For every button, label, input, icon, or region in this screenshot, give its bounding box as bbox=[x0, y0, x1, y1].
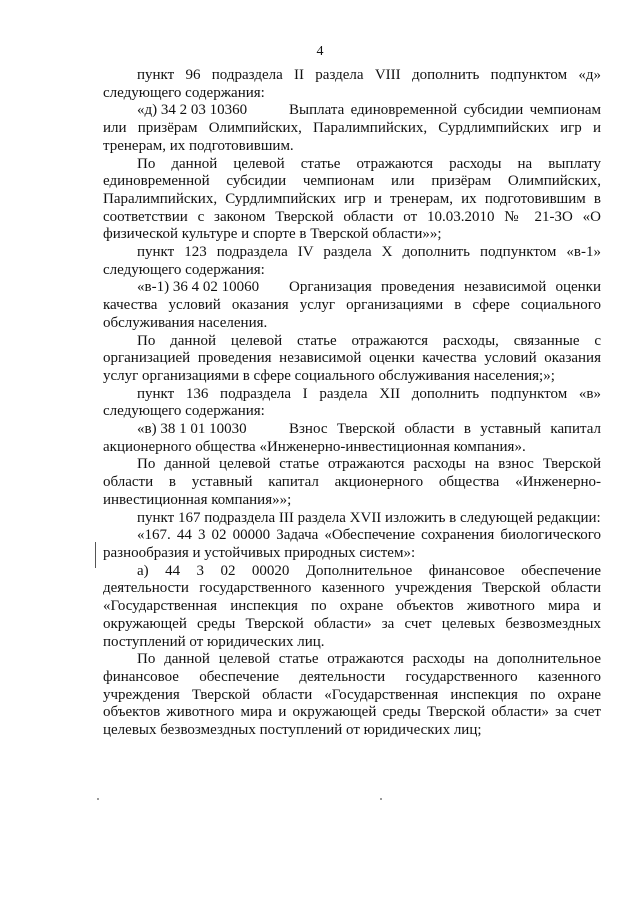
paragraph: По данной целевой статье отражаются расходы на дополнительное финансовое обеспечение деятельности государственного казенного учреждения Тверской области «Государственная инспекция по охране объектов животного мира и окружающей среды Тверской области» за счет целевых безвозмездных поступлений от юридических лиц; bbox=[103, 651, 601, 739]
paragraph: пункт 96 подраздела II раздела VIII дополнить подпунктом «д» следующего содержания: bbox=[103, 67, 601, 101]
paragraph: пункт 123 подраздела IV раздела X дополнить подпунктом «в-1» следующего содержания: bbox=[103, 244, 601, 278]
page-number: 4 bbox=[316, 44, 324, 59]
subitem-paragraph bbox=[103, 102, 601, 155]
paragraph: а) 44 3 02 00020 Дополнительное финансовое обеспечение деятельности государственного казенного учреждения Тверской области «Государственная инспекция по охране объектов животного мира и окружающей среды Тверской области» за счет целевых безвозмездных поступлений от юридических лиц. bbox=[103, 562, 601, 650]
subitem-text: или призёрам Олимпийских, Паралимпийских, Сурдлимпийских игр и тренерам, их подготовившим. bbox=[103, 120, 601, 154]
budget-code: «в-1) 36 4 02 10060 bbox=[137, 279, 260, 296]
scan-speck bbox=[380, 798, 382, 800]
paragraph: пункт 167 подраздела III раздела XVII изложить в следующей редакции: bbox=[137, 509, 601, 526]
subitem-paragraph bbox=[103, 421, 601, 456]
paragraph: По данной целевой статье отражаются расходы на взнос Тверской области в уставный капитал акционерного общества «Инженерно-инвестиционная компания»»; bbox=[103, 456, 601, 508]
paragraph: «167. 44 3 02 00000 Задача «Обеспечение сохранения биологического разнообразия и устойчивых природных систем»: bbox=[103, 527, 601, 561]
subitem-text: качества условий оказания услуг организациями в сфере социального обслуживания населения. bbox=[103, 297, 601, 331]
paragraph: По данной целевой статье отражаются расходы, связанные с организацией проведения независимой оценки качества условий оказания услуг организациями в сфере социального обслуживания населения;»; bbox=[103, 332, 601, 384]
paragraph: пункт 136 подраздела I раздела XII дополнить подпунктом «в» следующего содержания: bbox=[103, 385, 601, 420]
budget-code: «д) 34 2 03 10360 bbox=[137, 102, 248, 119]
subitem-lead: Организация проведения независимой оценки bbox=[289, 279, 601, 296]
subitem-lead: Выплата единовременной субсидии чемпионам bbox=[289, 102, 601, 119]
subitem-text: акционерного общества «Инженерно-инвестиционная компания». bbox=[103, 438, 526, 455]
budget-code: «в) 38 1 01 10030 bbox=[137, 421, 247, 438]
subitem-lead: Взнос Тверской области в уставный капитал bbox=[289, 421, 601, 438]
margin-change-marker bbox=[95, 542, 96, 568]
scan-speck bbox=[97, 798, 99, 800]
subitem-paragraph bbox=[103, 279, 601, 332]
paragraph: По данной целевой статье отражаются расходы на выплату единовременной субсидии чемпионам или призёрам Олимпийских, Паралимпийских, Сурдлимпийских игр и тренерам, их подготовившим в соответствии с законом Тверской области от 10.03.2010 № 21-ЗО «О физической культуре и спорте в Тверской области»»; bbox=[103, 155, 601, 243]
document-body bbox=[103, 67, 601, 740]
